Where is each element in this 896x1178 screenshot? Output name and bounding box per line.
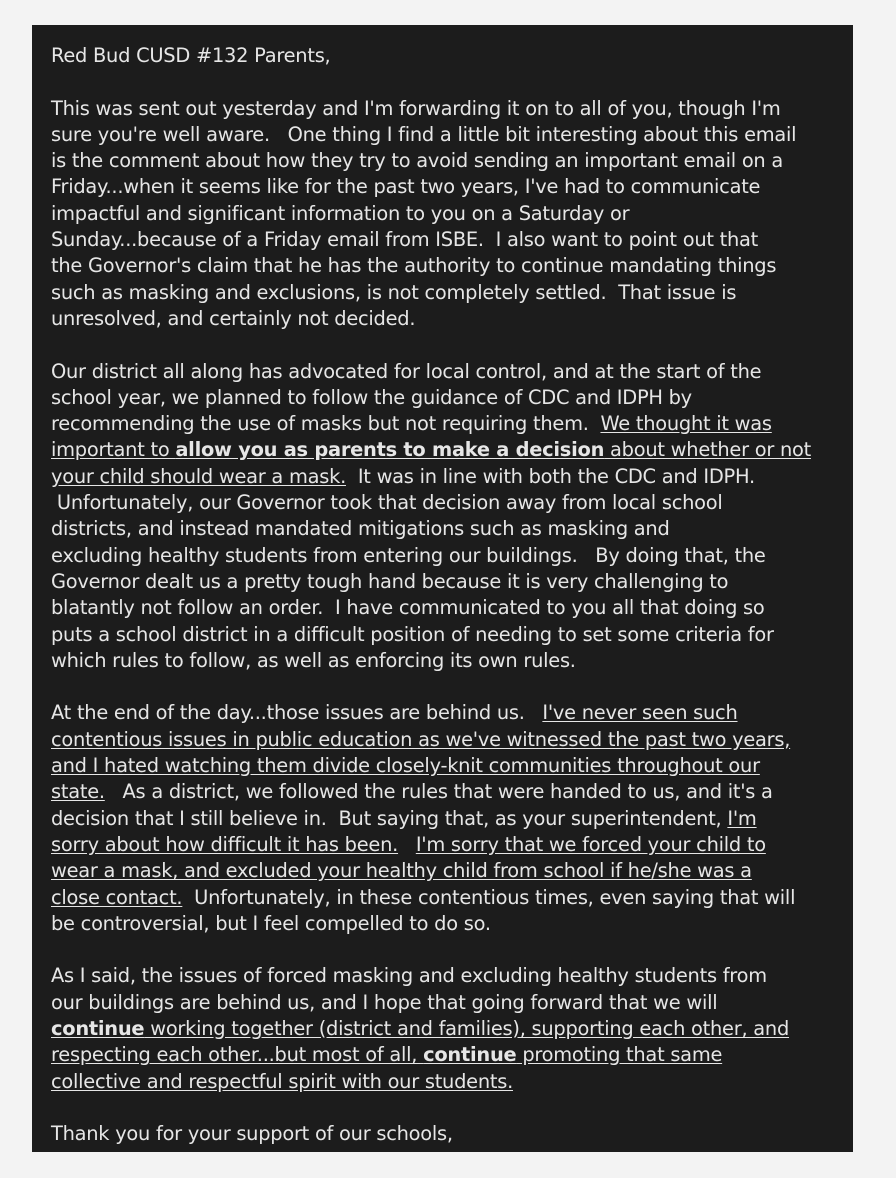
underlined-text: your child should wear a mask. bbox=[51, 464, 346, 488]
text-line: Friday...when it seems like for the past two years, I've had to communicate bbox=[51, 175, 761, 199]
text-line: impactful and significant information to you on a Saturday or bbox=[51, 201, 630, 225]
paragraph-gap bbox=[51, 1095, 841, 1121]
underlined-text: I've never seen such bbox=[542, 701, 738, 725]
text-line: blatantly not follow an order. I have communicated to you all that doing so bbox=[51, 596, 765, 620]
bold-underlined-text: continue bbox=[51, 1016, 145, 1040]
underlined-text: promoting that same bbox=[516, 1043, 723, 1067]
text-line: Unfortunately, our Governor took that decision away from local school bbox=[51, 491, 723, 515]
text-run: decision that I still believe in. But saying that, as your superintendent, bbox=[51, 806, 728, 830]
text-line bbox=[51, 1016, 841, 1042]
text-line: This was sent out yesterday and I'm forwarding it on to all of you, though I'm bbox=[51, 96, 781, 120]
text-line bbox=[51, 779, 841, 805]
text-line: is the comment about how they try to avoid sending an important email on a bbox=[51, 149, 784, 173]
text-line bbox=[51, 1042, 841, 1068]
text-line: collective and respectful spirit with our students. bbox=[51, 1069, 513, 1093]
text-line: puts a school district in a difficult position of needing to set some criteria for bbox=[51, 622, 774, 646]
text-line: our buildings are behind us, and I hope that going forward that we will bbox=[51, 990, 718, 1014]
letter-body bbox=[51, 43, 841, 1147]
bold-underlined-text: continue bbox=[423, 1043, 517, 1067]
text-run: Unfortunately, in these contentious times, even saying that will bbox=[182, 885, 796, 909]
text-line: school year, we planned to follow the guidance of CDC and IDPH by bbox=[51, 385, 692, 409]
text-run bbox=[398, 833, 416, 856]
paragraph-4 bbox=[51, 963, 841, 1094]
underlined-text: I'm bbox=[727, 806, 757, 830]
underlined-text: state. bbox=[51, 780, 105, 804]
paragraph-gap bbox=[51, 69, 841, 95]
text-line bbox=[51, 411, 841, 437]
underlined-text: working together (district and families), supporting each other, and bbox=[144, 1016, 790, 1040]
text-line: contentious issues in public education as we've witnessed the past two years, bbox=[51, 727, 791, 751]
underlined-text: respecting each other...but most of all, bbox=[51, 1043, 424, 1067]
paragraph-gap bbox=[51, 674, 841, 700]
text-run: recommending the use of masks but not requiring them. bbox=[51, 412, 601, 436]
text-line bbox=[51, 885, 841, 911]
underlined-text: sorry about how difficult it has been. bbox=[51, 832, 399, 856]
text-line bbox=[51, 437, 841, 463]
text-line: unresolved, and certainly not decided. bbox=[51, 306, 416, 330]
text-line: Sunday...because of a Friday email from ISBE. I also want to point out that bbox=[51, 228, 759, 252]
text-line bbox=[51, 700, 841, 726]
text-line: sure you're well aware. One thing I find a little bit interesting about this email bbox=[51, 122, 797, 146]
paragraph-gap bbox=[51, 937, 841, 963]
text-line: As I said, the issues of forced masking and excluding healthy students from bbox=[51, 964, 767, 988]
paragraph-2 bbox=[51, 359, 841, 675]
text-line: and I hated watching them divide closely-knit communities throughout our bbox=[51, 754, 760, 778]
text-line bbox=[51, 806, 841, 832]
underlined-text: I'm sorry that we forced your child to bbox=[415, 832, 766, 856]
letter-page bbox=[32, 25, 853, 1152]
text-line: wear a mask, and excluded your healthy child from school if he/she was a bbox=[51, 859, 752, 883]
underlined-text: important to bbox=[51, 438, 176, 462]
text-run: As a district, we followed the rules that were handed to us, and it's a bbox=[104, 780, 773, 804]
paragraph-3 bbox=[51, 700, 841, 937]
text-line: excluding healthy students from entering our buildings. By doing that, the bbox=[51, 543, 766, 567]
salutation: Red Bud CUSD #132 Parents, bbox=[51, 44, 331, 67]
text-line: be controversial, but I feel compelled to do so. bbox=[51, 911, 491, 935]
text-line: Governor dealt us a pretty tough hand because it is very challenging to bbox=[51, 569, 729, 593]
underlined-text: We thought it was bbox=[600, 412, 772, 436]
closing: Thank you for your support of our schools, bbox=[51, 1122, 453, 1146]
paragraph-1 bbox=[51, 96, 841, 333]
text-line: which rules to follow, as well as enforcing its own rules. bbox=[51, 648, 576, 672]
text-run: It was in line with both the CDC and IDPH. bbox=[346, 464, 755, 488]
paragraph-gap bbox=[51, 332, 841, 358]
text-run: At the end of the day...those issues are behind us. bbox=[51, 701, 543, 725]
text-line bbox=[51, 832, 841, 858]
text-line: Our district all along has advocated for local control, and at the start of the bbox=[51, 359, 762, 383]
text-line bbox=[51, 464, 841, 490]
underlined-text: about whether or not bbox=[604, 438, 811, 462]
text-line: the Governor's claim that he has the authority to continue mandating things bbox=[51, 254, 777, 278]
underlined-text: close contact. bbox=[51, 885, 183, 909]
text-line: districts, and instead mandated mitigations such as masking and bbox=[51, 517, 670, 541]
bold-underlined-text: allow you as parents to make a decision bbox=[175, 438, 605, 462]
text-line: such as masking and exclusions, is not completely settled. That issue is bbox=[51, 280, 737, 304]
